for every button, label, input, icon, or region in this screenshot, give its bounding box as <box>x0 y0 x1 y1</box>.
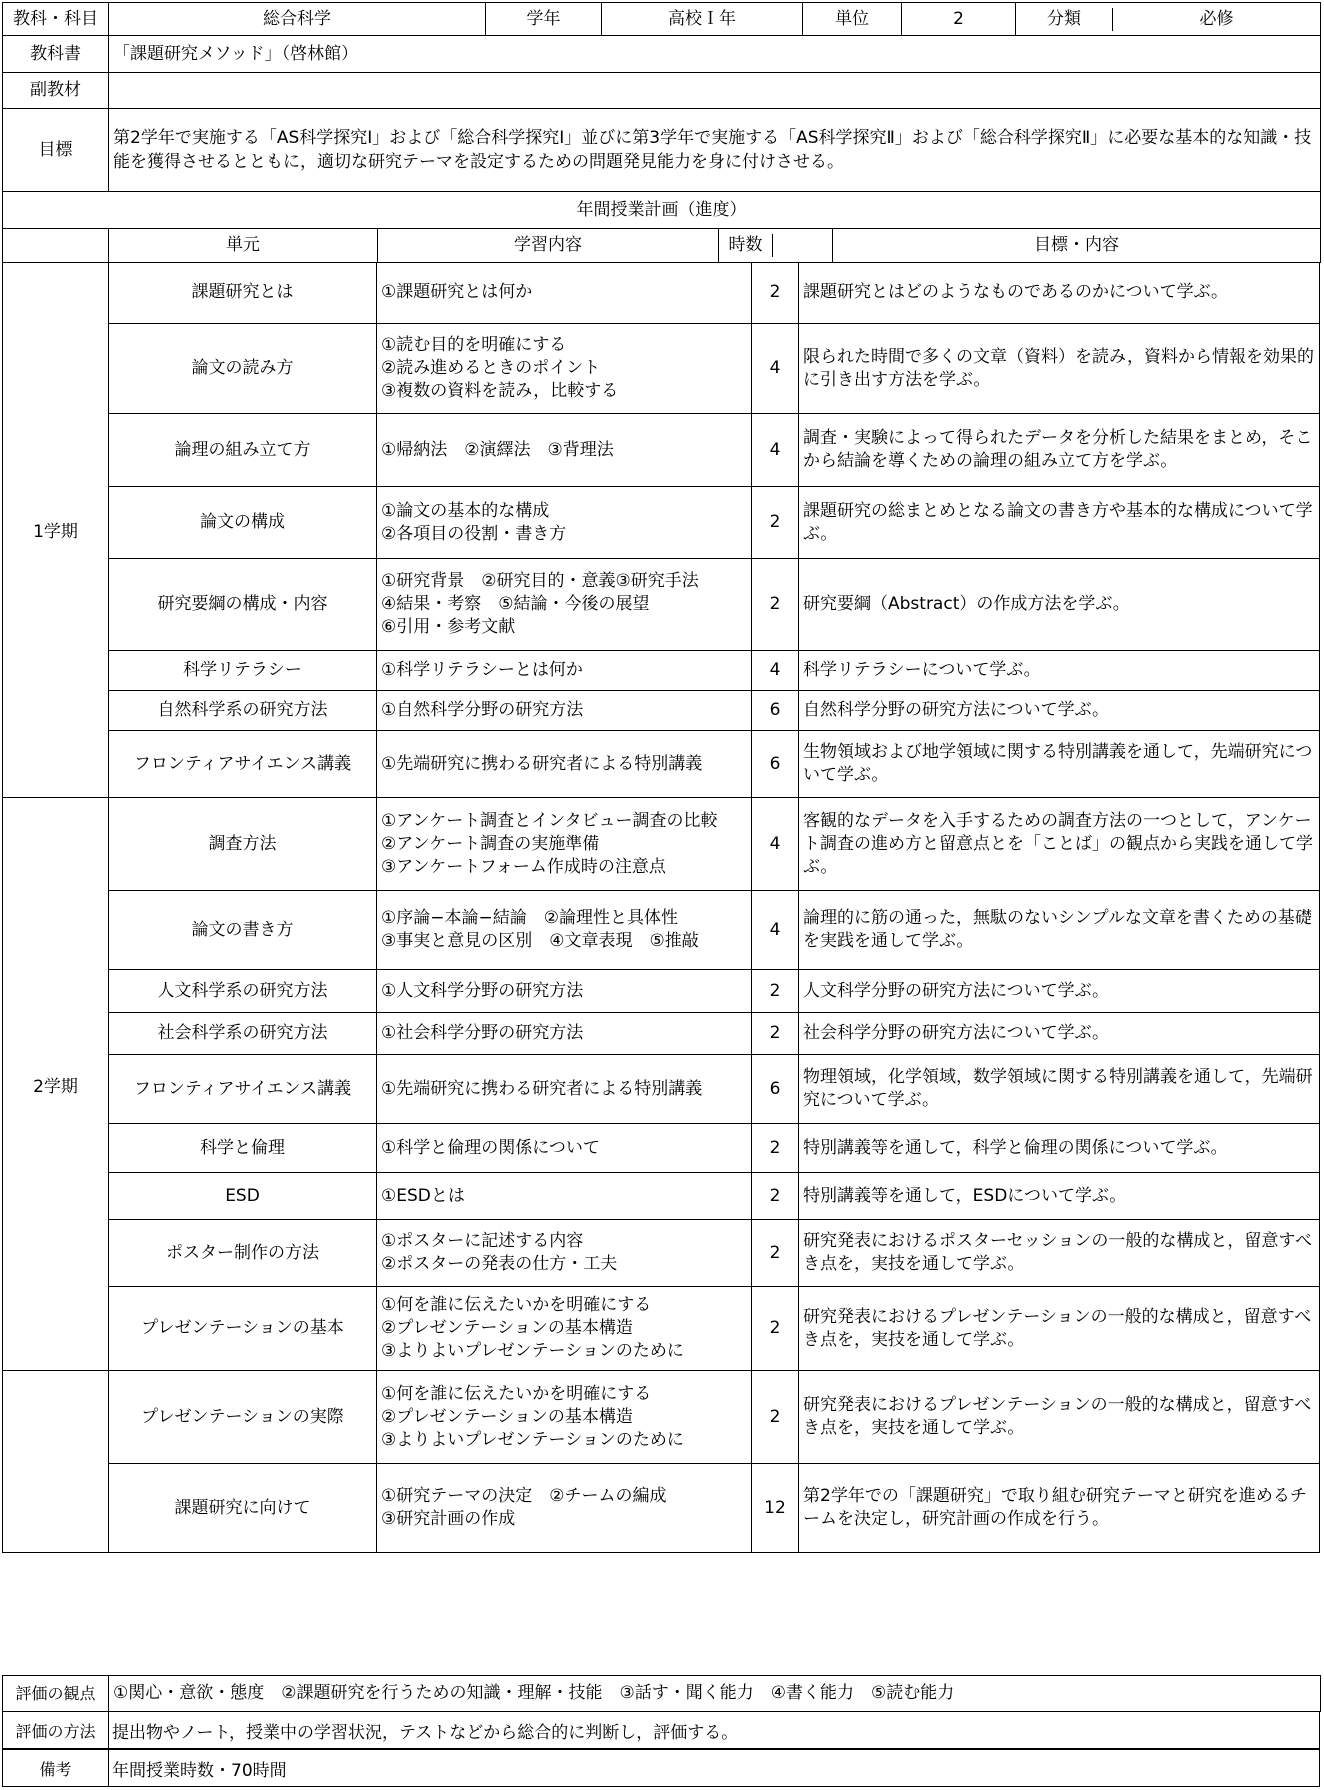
subject-value: 総合科学 <box>109 3 486 36</box>
content-line: ①人文科学分野の研究方法 <box>381 980 584 1001</box>
objective-cell: 調査・実験によって得られたデータを分析した結果をまとめ，そこから結論を導くための論理の組み立て方を学ぶ。 <box>799 414 1320 487</box>
plan-row <box>2 651 1320 691</box>
plan-row <box>2 1013 1320 1055</box>
objective-cell: 論理的に筋の通った，無駄のないシンプルな文章を書くための基礎を実践を通して学ぶ。 <box>799 891 1320 970</box>
col-unit: 単元 <box>109 229 378 263</box>
evaluation-points-row <box>3 1676 1321 1712</box>
unit-cell: 論文の構成 <box>108 487 377 559</box>
content-cell <box>377 262 752 324</box>
content-cell <box>377 970 752 1013</box>
unit-cell: 科学リテラシー <box>108 651 377 691</box>
content-line: ①自然科学分野の研究方法 <box>381 700 584 720</box>
unit-cell: 論文の書き方 <box>108 891 377 970</box>
textbook-value: 「課題研究メソッド」（啓林館） <box>109 36 1321 73</box>
col-hours-wrap <box>719 229 833 263</box>
syllabus-table <box>2 2 1321 263</box>
plan-title: 年間授業計画（進度） <box>3 192 1321 229</box>
remarks-label: 備考 <box>2 1749 109 1787</box>
unit-cell: 人文科学系の研究方法 <box>108 970 377 1013</box>
content-line: ①科学リテラシーとは何か <box>381 660 583 680</box>
unit-cell: 社会科学系の研究方法 <box>108 1013 377 1055</box>
content-line: ①ESDとは <box>381 1185 465 1206</box>
term-header-blank <box>3 229 109 263</box>
plan-row <box>2 1464 1320 1553</box>
plan-row <box>2 970 1320 1013</box>
content-line: ②アンケート調査の実施準備 <box>381 833 600 854</box>
objective-cell: 物理領域，化学領域，数学領域に関する特別講義を通して，先端研究について学ぶ。 <box>799 1055 1320 1124</box>
plan-row <box>2 559 1320 651</box>
content-cell <box>377 651 752 691</box>
remarks-row-visible <box>2 1749 1320 1787</box>
plan-row <box>2 891 1320 970</box>
plan-row <box>2 798 1320 891</box>
content-cell <box>377 559 752 651</box>
category-value: 必修 <box>1199 8 1234 29</box>
content-cell <box>377 691 752 731</box>
content-line: ①論文の基本的な構成 <box>381 500 550 521</box>
plan-row <box>2 324 1320 414</box>
objective-cell: 第2学年での「課題研究」で取り組む研究テーマと研究を進めるチームを決定し，研究計画の作成を行う。 <box>799 1464 1320 1553</box>
plan-row <box>2 731 1320 798</box>
unit-cell: 科学と倫理 <box>108 1124 377 1173</box>
unit-cell: ESD <box>108 1173 377 1220</box>
objective-cell: 客観的なデータを入手するための調査方法の一つとして，アンケート調査の進め方と留意点とを「ことば」の観点から実践を通して学ぶ。 <box>799 798 1320 891</box>
hours-cell: 4 <box>752 414 799 487</box>
remarks-value: 年間授業時数・70時間 <box>108 1749 1320 1787</box>
unit-cell: フロンティアサイエンス講義 <box>108 731 377 798</box>
objective-cell: 課題研究とはどのようなものであるのかについて学ぶ。 <box>799 262 1320 324</box>
content-cell <box>377 1464 752 1553</box>
goal-value: 第2学年で実施する「AS科学探究Ⅰ」および「総合科学探究Ⅰ」並びに第3学年で実施する「AS科学探究Ⅱ」および「総合科学探究Ⅱ」に必要な基本的な知識・技能を獲得させるとともに，適切な研究テーマを設定するための問題発見能力を身に付けさせる。 <box>109 109 1321 192</box>
hours-cell: 4 <box>752 891 799 970</box>
content-line: ③事実と意見の区別 ④文章表現 ⑤推敲 <box>381 931 699 951</box>
hours-cell: 2 <box>752 1173 799 1220</box>
unit-cell: 自然科学系の研究方法 <box>108 691 377 731</box>
hours-cell: 2 <box>752 1287 799 1371</box>
hours-cell: 2 <box>752 1124 799 1173</box>
objective-cell: 生物領域および地学領域に関する特別講義を通して，先端研究について学ぶ。 <box>799 731 1320 798</box>
unit-cell: プレゼンテーションの実際 <box>108 1371 377 1464</box>
hours-cell: 2 <box>752 970 799 1013</box>
content-line: ①先端研究に携わる研究者による特別講義 <box>381 1078 703 1099</box>
plan-row <box>2 487 1320 559</box>
col-objective: 目標・内容 <box>833 229 1321 263</box>
column-header-row <box>3 229 1321 263</box>
plan-row <box>2 1220 1320 1287</box>
content-line: ①社会科学分野の研究方法 <box>381 1023 584 1043</box>
unit-cell: 研究要綱の構成・内容 <box>108 559 377 651</box>
content-cell <box>377 324 752 414</box>
hours-cell: 6 <box>752 731 799 798</box>
unit-cell: 論理の組み立て方 <box>108 414 377 487</box>
credits-value: 2 <box>902 3 1016 36</box>
hours-cell: 2 <box>752 1013 799 1055</box>
unit-cell: 論文の読み方 <box>108 324 377 414</box>
content-line: ③よりよいプレゼンテーションのために <box>381 1429 684 1450</box>
hours-cell: 12 <box>752 1464 799 1553</box>
content-line: ①科学と倫理の関係について <box>381 1137 600 1158</box>
objective-cell: 特別講義等を通して，科学と倫理の関係について学ぶ。 <box>799 1124 1320 1173</box>
plan-row <box>2 1124 1320 1173</box>
goal-label: 目標 <box>3 109 109 192</box>
content-line: ①課題研究とは何か <box>381 282 533 302</box>
content-cell <box>377 798 752 891</box>
content-line: ①何を誰に伝えたいかを明確にする <box>381 1295 652 1315</box>
content-cell <box>377 891 752 970</box>
hours-cell: 6 <box>752 1055 799 1124</box>
content-line: ②プレゼンテーションの基本構造 <box>381 1406 633 1427</box>
unit-cell: ポスター制作の方法 <box>108 1220 377 1287</box>
hours-cell: 2 <box>752 1220 799 1287</box>
objective-cell: 社会科学分野の研究方法について学ぶ。 <box>799 1013 1320 1055</box>
objective-cell: 科学リテラシーについて学ぶ。 <box>799 651 1320 691</box>
content-cell <box>377 1173 752 1220</box>
content-line: ③アンケートフォーム作成時の注意点 <box>381 856 666 877</box>
term-cell: 2学期 <box>2 798 109 1371</box>
grade-label: 学年 <box>486 3 602 36</box>
unit-cell: 課題研究に向けて <box>108 1464 377 1553</box>
plan-row <box>2 1371 1320 1464</box>
col-content: 学習内容 <box>378 229 719 263</box>
content-cell <box>377 1055 752 1124</box>
goal-row <box>3 109 1321 192</box>
content-line: ①研究テーマの決定 ②チームの編成 <box>381 1486 667 1506</box>
unit-cell: 課題研究とは <box>108 262 377 324</box>
evaluation-points-label: 評価の観点 <box>3 1676 109 1712</box>
content-line: ①研究背景 ②研究目的・意義③研究手法 <box>381 571 699 591</box>
textbook-label: 教科書 <box>3 36 109 73</box>
evaluation-points-value: ①関心・意欲・態度 ②課題研究を行うための知識・理解・技能 ③話す・聞く能力 ④書く能力 ⑤読む能力 <box>109 1676 1321 1712</box>
plan-title-row <box>3 192 1321 229</box>
content-line: ②ポスターの発表の仕方・工夫 <box>381 1254 618 1274</box>
footer-table <box>2 1675 1321 1712</box>
content-line: ①先端研究に携わる研究者による特別講義 <box>381 753 703 774</box>
col-hours: 時数 <box>719 234 773 257</box>
content-line: ①何を誰に伝えたいかを明確にする <box>381 1383 652 1404</box>
plan-row <box>2 1173 1320 1220</box>
content-cell <box>377 1371 752 1464</box>
objective-cell: 自然科学分野の研究方法について学ぶ。 <box>799 691 1320 731</box>
content-line: ③複数の資料を読み，比較する <box>381 381 619 401</box>
unit-cell: 調査方法 <box>108 798 377 891</box>
content-line: ⑥引用・参考文献 <box>381 617 516 637</box>
category-cell <box>1016 3 1321 36</box>
content-line: ③よりよいプレゼンテーションのために <box>381 1341 684 1361</box>
content-line: ③研究計画の作成 <box>381 1509 516 1529</box>
plan-row <box>2 262 1320 324</box>
header-row <box>3 3 1321 36</box>
content-line: ①序論−本論−結論 ②論理性と具体性 <box>381 908 678 928</box>
objective-cell: 限られた時間で多くの文章（資料）を読み，資料から情報を効果的に引き出す方法を学ぶ。 <box>799 324 1320 414</box>
content-line: ②プレゼンテーションの基本構造 <box>381 1318 633 1338</box>
content-cell <box>377 487 752 559</box>
sub-material-label: 副教材 <box>3 73 109 109</box>
plan-row <box>2 1287 1320 1371</box>
content-line: ④結果・考察 ⑤結論・今後の展望 <box>381 594 650 614</box>
category-label: 分類 <box>1016 8 1113 31</box>
plan-row <box>2 414 1320 487</box>
textbook-row <box>3 36 1321 73</box>
content-cell <box>377 1287 752 1371</box>
grade-value: 高校Ｉ年 <box>602 3 803 36</box>
plan-body <box>2 262 1320 1553</box>
content-cell <box>377 1220 752 1287</box>
hours-cell: 2 <box>752 487 799 559</box>
content-line: ①帰納法 ②演繹法 ③背理法 <box>381 439 614 460</box>
content-line: ②各項目の役割・書き方 <box>381 523 567 544</box>
sub-material-row <box>3 73 1321 109</box>
content-cell <box>377 1013 752 1055</box>
objective-cell: 研究要綱（Abstract）の作成方法を学ぶ。 <box>799 559 1320 651</box>
objective-cell: 課題研究の総まとめとなる論文の書き方や基本的な構成について学ぶ。 <box>799 487 1320 559</box>
credits-label: 単位 <box>803 3 902 36</box>
content-cell <box>377 1124 752 1173</box>
evaluation-method-label: 評価の方法 <box>2 1712 109 1749</box>
hours-cell: 6 <box>752 691 799 731</box>
objective-cell: 人文科学分野の研究方法について学ぶ。 <box>799 970 1320 1013</box>
content-cell <box>377 731 752 798</box>
content-line: ②読み進めるときのポイント <box>381 358 601 378</box>
hours-cell: 2 <box>752 559 799 651</box>
hours-cell: 4 <box>752 324 799 414</box>
content-line: ①ポスターに記述する内容 <box>381 1231 584 1251</box>
hours-cell: 4 <box>752 651 799 691</box>
plan-row <box>2 1055 1320 1124</box>
content-line: ①読む目的を明確にする <box>381 335 567 355</box>
objective-cell: 特別講義等を通して，ESDについて学ぶ。 <box>799 1173 1320 1220</box>
subject-label: 教科・科目 <box>3 3 109 36</box>
unit-cell: フロンティアサイエンス講義 <box>108 1055 377 1124</box>
hours-cell: 4 <box>752 798 799 891</box>
term-cell: 1学期 <box>2 262 109 798</box>
objective-cell: 研究発表におけるプレゼンテーションの一般的な構成と，留意すべき点を，実技を通して学ぶ。 <box>799 1371 1320 1464</box>
content-line: ①アンケート調査とインタビュー調査の比較 <box>381 810 718 831</box>
content-cell <box>377 414 752 487</box>
sub-material-value <box>109 73 1321 109</box>
hours-cell: 2 <box>752 1371 799 1464</box>
objective-cell: 研究発表におけるプレゼンテーションの一般的な構成と，留意すべき点を，実技を通して学ぶ。 <box>799 1287 1320 1371</box>
unit-cell: プレゼンテーションの基本 <box>108 1287 377 1371</box>
evaluation-method-row <box>2 1712 1320 1749</box>
term-cell <box>2 1371 109 1553</box>
evaluation-method-value: 提出物やノート，授業中の学習状況，テストなどから総合的に判断し，評価する。 <box>108 1712 1320 1749</box>
hours-cell: 2 <box>752 262 799 324</box>
objective-cell: 研究発表におけるポスターセッションの一般的な構成と，留意すべき点を，実技を通して学ぶ。 <box>799 1220 1320 1287</box>
plan-row <box>2 691 1320 731</box>
